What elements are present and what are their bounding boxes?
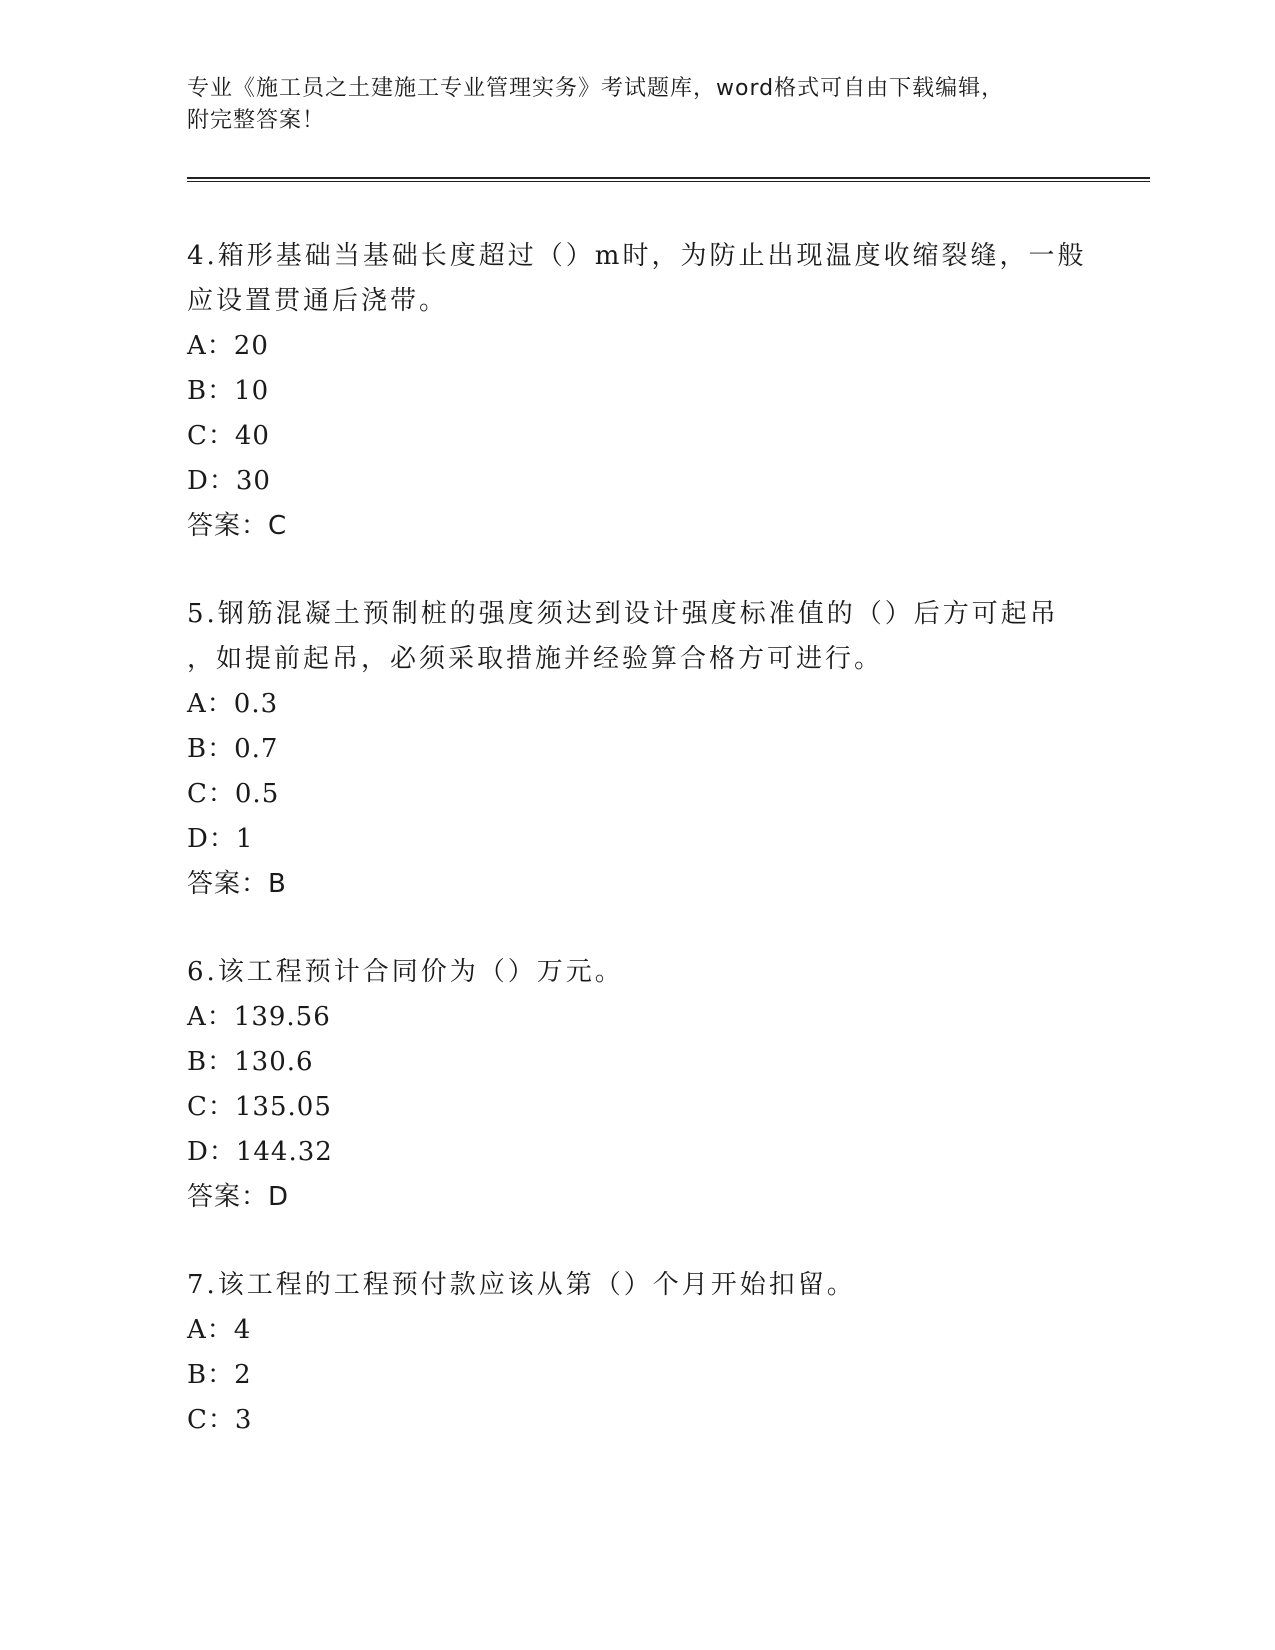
- stem-line: ，如提前起吊，必须采取措施并经验算合格方可进行。: [187, 644, 884, 674]
- option-a: A：4: [187, 1315, 252, 1345]
- question-5: [187, 592, 1087, 907]
- answer-line: 答案：C: [187, 511, 288, 541]
- option-c: C：0.5: [187, 779, 280, 809]
- option-d: D：144.32: [187, 1137, 333, 1167]
- option-d: D：30: [187, 466, 271, 496]
- stem-line: 5.钢筋混凝土预制桩的强度须达到设计强度标准值的（）后方可起吊: [187, 599, 1059, 629]
- option-b: B：0.7: [187, 734, 279, 764]
- answer-line: 答案：B: [187, 869, 287, 899]
- stem-line: 7.该工程的工程预付款应该从第（）个月开始扣留。: [187, 1270, 856, 1300]
- header-line-2: 附完整答案！: [187, 108, 326, 133]
- answer-line: 答案：D: [187, 1182, 290, 1212]
- option-c: C：3: [187, 1405, 253, 1435]
- option-b: B：130.6: [187, 1047, 314, 1077]
- option-a: A：139.56: [187, 1002, 331, 1032]
- question-7: [187, 1263, 1087, 1443]
- question-stem: [187, 950, 1087, 995]
- question-stem: [187, 1263, 1087, 1308]
- stem-line: 4.箱形基础当基础长度超过（）m时，为防止出现温度收缩裂缝，一般: [187, 241, 1087, 271]
- option-c: C：135.05: [187, 1092, 332, 1122]
- document-header: [187, 73, 1087, 137]
- stem-line: 6.该工程预计合同价为（）万元。: [187, 957, 624, 987]
- option-b: B：2: [187, 1360, 252, 1390]
- option-c: C：40: [187, 421, 270, 451]
- question-stem: [187, 592, 1087, 682]
- option-a: A：0.3: [187, 689, 279, 719]
- option-b: B：10: [187, 376, 270, 406]
- stem-line: 应设置贯通后浇带。: [187, 286, 449, 316]
- question-6: [187, 950, 1087, 1220]
- question-4: [187, 234, 1087, 549]
- option-d: D：1: [187, 824, 254, 854]
- option-a: A：20: [187, 331, 269, 361]
- header-line-1: 专业《施工员之土建施工专业管理实务》考试题库，word格式可自由下载编辑，: [187, 76, 1005, 101]
- question-list: [187, 234, 1087, 1486]
- header-divider: [187, 177, 1150, 182]
- question-stem: [187, 234, 1087, 324]
